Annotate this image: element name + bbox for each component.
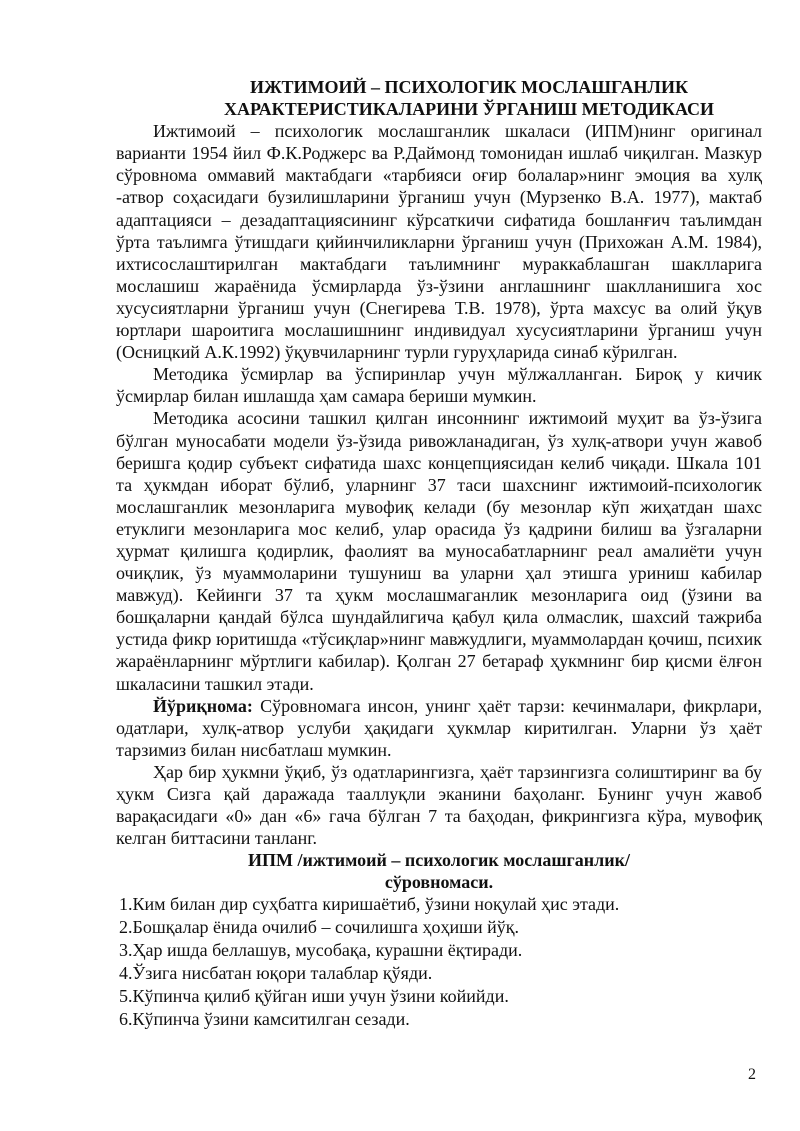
list-item: 4.Ўзига нисбатан юқори талаблар қўяди. [119, 963, 433, 984]
document-title [116, 76, 762, 120]
instruction-text: Сўровномага инсон, унинг ҳаёт тарзи: кечинмалари, фикрлари, одатлари, хулқ-атвор услуби ҳақидаги ҳукмлар киритилган. Уларни ўз ҳаёт тарзимиз билан нисбатлаш мумкин. [116, 695, 762, 760]
page-content [116, 76, 762, 1031]
list-item: 5.Кўпинча қилиб қўйган иши учун ўзини койийди. [119, 986, 509, 1007]
list-item: 3.Ҳар ишда беллашув, мусобақа, курашни ёқтиради. [119, 940, 523, 961]
page-number: 2 [748, 1066, 756, 1083]
instruction-lead: Йўриқнома: [153, 695, 253, 716]
title-line-1: ИЖТИМОИЙ – ПСИХОЛОГИК МОСЛАШГАНЛИК [250, 77, 688, 97]
list-item: 6.Кўпинча ўзини камситилган сезади. [119, 1009, 410, 1030]
list-item: 2.Бошқалар ёнида очилиб – сочилишга ҳоҳиши йўқ. [119, 917, 520, 938]
paragraph-origin: Ижтимоий – психологик мослашганлик шкаласи (ИПМ)нинг оригинал варианти 1954 йил Ф.К.Роджерс ва Р.Даймонд томонидан ишлаб чиқилган. Мазкур сўровнома оммавий мактабдаги «тарбияси оғир болалар»нинг эмоция ва хулқ -атвор соҳасидаги бузилишларини ўрганиш учун (Мурзенко В.А. 1977), мактаб адаптацияси – дезадаптациясининг кўрсаткичи сифатида бошланғич таълимдан ўрта таълимга ўтишдаги қийинчиликларни ўрганиш учун (Прихожан А.М. 1984), ихтисослаштирилган мактабдаги таълимнинг мураккаблашган шаклларига мослашиш жараёнида ўсмирларда ўз-ўзини англашнинг шаклланишига хос хусусиятларни ўрганиш учун (Снегирева Т.В. 1978), ўрта махсус ва олий ўқув юртлари шароитига мослашишнинг индивидуал хусусиятларини ўрганиш учун (Осницкий А.К.1992) ўқувчиларнинг турли гуруҳларида синаб кўрилган. [116, 121, 762, 363]
paragraph-basis: Методика асосини ташкил қилган инсоннинг ижтимоий муҳит ва ўз-ўзига бўлган муносабати модели ўз-ўзида ривожланадиган, ўз хулқ-атвори учун жавоб беришга қодир субъект сифатида шахс концепциясидан келиб чиқади. Шкала 101 та ҳукмдан иборат бўлиб, уларнинг 37 таси шахснинг ижтимоий-психологик мослашганлик мезонларига мувофиқ келади (бу мезонлар кўп жиҳатдан шахс етуклиги мезонларига мос келиб, улар орасида ўз қадрини билиш ва ўзгаларни ҳурмат қилишга қодирлик, фаолият ва муносабатларнинг реал амалиёти учун очиқлик, ўз муаммоларини тушуниш ва уларни ҳал этишга уриниш кабилар мавжуд). Кейинги 37 та ҳукм мослашмаганлик мезонларига оид (ўзини ва бошқаларни қандай бўлса шундайлигича қабул қила олмаслик, шахсий тажриба устида фикр юритишда «тўсиқлар»нинг мавжудлиги, муаммолардан қочиш, психик жараёнларнинг мўртлиги кабилар). Қолган 27 бетараф ҳукмнинг бир қисми ёлғон шкаласини ташкил этади. [116, 408, 762, 694]
paragraph-audience: Методика ўсмирлар ва ўспиринлар учун мўлжалланган. Бироқ у кичик ўсмирлар билан ишлашда ҳам самара бериши мумкин. [116, 364, 762, 407]
questionnaire-title-line-1: ИПМ /ижтимоий – психологик мослашганлик/ [248, 850, 630, 871]
list-item: 1.Ким билан дир суҳбатга киришаётиб, ўзини ноқулай ҳис этади. [119, 894, 620, 915]
questionnaire-items [116, 893, 762, 1031]
paragraph-instruction [116, 695, 762, 761]
title-line-2: ХАРАКТЕРИСТИКАЛАРИНИ ЎРГАНИШ МЕТОДИКАСИ [223, 99, 715, 120]
questionnaire-title [116, 849, 762, 893]
questionnaire-title-line-2: сўровномаси. [384, 872, 494, 893]
paragraph-rating-instruction: Ҳар бир ҳукмни ўқиб, ўз одатларингизга, ҳаёт тарзингизга солиштиринг ва бу ҳукм Сизга қай даражада тааллуқли эканини баҳоланг. Бунинг учун жавоб варақасидаги «0» дан «6» гача бўлган 7 та баҳодан, фикрингизга кўра, мувофиқ келган биттасини танланг. [116, 761, 762, 849]
